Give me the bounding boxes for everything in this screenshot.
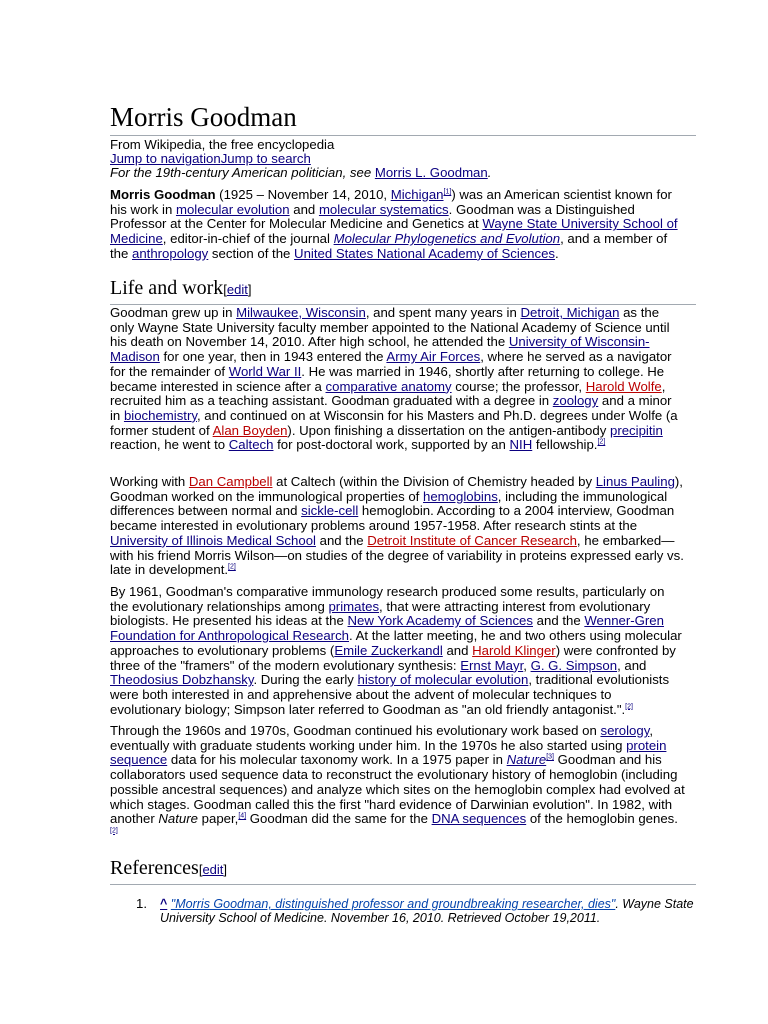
- reference-text: [160, 897, 700, 925]
- citation-link[interactable]: [2]: [597, 438, 606, 446]
- link-alan-boyden[interactable]: Alan Boyden: [212, 422, 288, 438]
- link-ww2[interactable]: World War II: [228, 363, 302, 379]
- paragraph-3: [110, 585, 685, 717]
- text: ) were confronted by three of the "framers" of the modern evolutionary synthesis:: [110, 642, 676, 673]
- link-hemoglobins[interactable]: hemoglobins: [423, 488, 498, 504]
- text: (1925 – November 14, 2010,: [215, 187, 391, 202]
- text: , where he served as a navigator for the remainder of: [110, 349, 672, 379]
- hatnote-end: .: [487, 165, 492, 180]
- link-gg-simpson[interactable]: G. G. Simpson: [530, 657, 618, 673]
- text: , recruited him as a teaching assistant. Goodman graduated with a degree in: [110, 378, 666, 409]
- citation-link[interactable]: [2]: [228, 563, 236, 571]
- backlink-caret[interactable]: ^: [160, 897, 168, 911]
- text: ) was an American scientist known for his work in: [110, 187, 672, 217]
- paragraph-4: [110, 724, 685, 842]
- link-wayne-state[interactable]: Wayne State University School of Medicine: [110, 216, 678, 247]
- text: and: [289, 201, 319, 217]
- link-serology[interactable]: serology: [600, 723, 650, 738]
- text: ,: [523, 657, 531, 673]
- reference-number: 1.: [136, 896, 147, 911]
- link-michigan[interactable]: Michigan: [390, 187, 444, 202]
- text: , and: [617, 657, 647, 673]
- section-title: References: [110, 857, 199, 879]
- link-uw-madison[interactable]: University of Wisconsin-Madison: [110, 334, 650, 365]
- page-title: Morris Goodman: [110, 102, 696, 136]
- text: , and a member of the: [110, 231, 668, 261]
- edit-link[interactable]: edit: [202, 862, 224, 877]
- site-subtitle: From Wikipedia, the free encyclopedia: [110, 137, 335, 152]
- intro-paragraph: [110, 188, 685, 262]
- link-zuckerkandl[interactable]: Emile Zuckerkandl: [334, 642, 443, 658]
- text: for post-doctoral work, supported by an: [273, 437, 510, 453]
- text: reaction, he went to: [110, 437, 229, 453]
- text: Goodman and his collaborators used sequence data to reconstruct the evolutionary history of hemoglobin (including possible ancestral sequences) and analyze which sites on the hemoglobin complex had evolved at which stages. Goodman called this the first "hard evidence of Darwinian evolution". In 1982, with another: [110, 752, 685, 827]
- text: Goodman did the same for the: [246, 811, 432, 827]
- reference-title-link[interactable]: "Morris Goodman, distinguished professor and groundbreaking researcher, dies": [170, 897, 616, 911]
- text: and: [442, 642, 473, 658]
- citation-link[interactable]: [1]: [443, 188, 452, 196]
- text: , eventually with graduate students working under him. In the 1970s he also started using: [110, 723, 654, 753]
- reference-details: . Wayne State University School of Medicine. November 16, 2010. Retrieved October 19,2011.: [160, 897, 694, 925]
- text: data for his molecular taxonomy work. In a 1975 paper in: [167, 752, 507, 768]
- link-caltech[interactable]: Caltech: [228, 437, 274, 453]
- link-detroit-cancer-institute[interactable]: Detroit Institute of Cancer Research: [367, 532, 577, 548]
- text: fellowship.: [532, 437, 598, 453]
- text: Working with: [110, 474, 189, 489]
- text: as the only Wayne State University faculty member appointed to the National Academy of Science until his death on November 14, 2010. After high school, he attended the: [110, 305, 670, 350]
- edit-link[interactable]: edit: [226, 282, 248, 297]
- link-harold-wolfe[interactable]: Harold Wolfe: [585, 378, 662, 394]
- link-protein-sequence[interactable]: protein sequence: [110, 737, 667, 768]
- link-molecular-evolution[interactable]: molecular evolution: [175, 201, 290, 217]
- jump-to-search-link[interactable]: Jump to search: [220, 151, 311, 166]
- citation-link[interactable]: [4]: [238, 812, 247, 820]
- text: , and continued on at Wisconsin for his Masters and Ph.D. degrees under Wolfe (a former student of: [110, 407, 678, 438]
- text: By 1961, Goodman's comparative immunology research produced some results, particularly on the evolutionary relationships among: [110, 584, 665, 614]
- edit-section: [edit]: [223, 282, 252, 297]
- link-nas[interactable]: United States National Academy of Sciences: [294, 245, 556, 261]
- text: . At the latter meeting, he and two others using molecular approaches to evolutionary problems (: [110, 628, 682, 658]
- link-primates[interactable]: primates: [328, 598, 380, 614]
- text: Through the 1960s and 1970s, Goodman continued his evolutionary work based on: [110, 723, 601, 738]
- link-comparative-anatomy[interactable]: comparative anatomy: [325, 378, 452, 394]
- section-heading-references: [110, 856, 696, 885]
- edit-section: [edit]: [198, 862, 228, 877]
- text: . During the early: [253, 672, 358, 688]
- section-heading-life-and-work: [110, 276, 696, 305]
- link-sickle-cell[interactable]: sickle-cell: [301, 503, 359, 519]
- text: section of the: [208, 245, 295, 261]
- link-army-air-forces[interactable]: Army Air Forces: [386, 349, 481, 365]
- link-harold-klinger[interactable]: Harold Klinger: [472, 642, 556, 658]
- text: and the: [315, 532, 368, 548]
- citation-link[interactable]: [2]: [625, 703, 633, 711]
- link-journal[interactable]: Molecular Phylogenetics and Evolution: [333, 231, 561, 247]
- link-ernst-mayr[interactable]: Ernst Mayr: [460, 657, 524, 673]
- link-wenner-gren[interactable]: Wenner-Gren Foundation for Anthropological Research: [110, 613, 664, 644]
- text: and a minor in: [110, 393, 672, 423]
- link-detroit[interactable]: Detroit, Michigan: [520, 305, 620, 320]
- text: hemoglobin. According to a 2004 interview, Goodman became interested in evolutionary problems around 1957-1958. After research stints at the: [110, 503, 675, 534]
- link-illinois-medical[interactable]: University of Illinois Medical School: [110, 532, 316, 548]
- text: Goodman grew up in: [110, 305, 237, 320]
- text: ). Upon finishing a dissertation on the antigen-antibody: [287, 422, 610, 438]
- text: .: [555, 245, 559, 261]
- link-nature[interactable]: Nature: [506, 752, 547, 768]
- link-nyas[interactable]: New York Academy of Sciences: [347, 613, 533, 629]
- text: , traditional evolutionists were both interested in and apprehensive about the advent of molecular techniques to evolutionary biology; Simpson later referred to Goodman as "an old friendly antagonist.".: [110, 672, 670, 717]
- text: , and spent many years in: [365, 305, 521, 320]
- link-precipitin[interactable]: precipitin: [610, 422, 663, 438]
- text: paper,: [198, 811, 239, 827]
- text: ), Goodman worked on the immunological properties of: [110, 474, 683, 504]
- link-history-molecular-evolution[interactable]: history of molecular evolution: [357, 672, 529, 688]
- paragraph-2: [110, 475, 685, 578]
- link-linus-pauling[interactable]: Linus Pauling: [595, 474, 675, 489]
- link-biochemistry[interactable]: biochemistry: [123, 407, 197, 423]
- text: of the hemoglobin genes.: [526, 811, 678, 827]
- text: , he embarked—with his friend Morris Wilson—on studies of the degree of variability in proteins expressed early vs. late in development.: [110, 532, 684, 578]
- subject-name: Morris Goodman: [110, 187, 216, 202]
- link-dobzhansky[interactable]: Theodosius Dobzhansky: [110, 672, 254, 688]
- hatnote-text: For the 19th-century American politician, see: [110, 165, 375, 180]
- paragraph-1: [110, 306, 685, 453]
- link-dan-campbell[interactable]: Dan Campbell: [188, 474, 273, 489]
- link-nih[interactable]: NIH: [509, 437, 533, 453]
- jump-to-navigation-link[interactable]: Jump to navigation: [110, 151, 221, 166]
- link-anthropology[interactable]: anthropology: [132, 245, 209, 261]
- text: at Caltech (within the Division of Chemistry headed by: [272, 474, 596, 489]
- link-molecular-systematics[interactable]: molecular systematics: [318, 201, 449, 217]
- text: . Goodman was a Distinguished Professor at the Center for Molecular Medicine and Genetics at: [110, 201, 635, 232]
- text: , that were attracting interest from evolutionary biologists. He presented his ideas at the: [110, 598, 651, 629]
- text: . He was married in 1946, shortly after returning to college. He became interested in science after a: [110, 363, 665, 394]
- citation-link[interactable]: [2]: [110, 827, 118, 835]
- text: and the: [533, 613, 585, 629]
- link-dna-sequences[interactable]: DNA sequences: [431, 811, 527, 827]
- text: , including the immunological differences between normal and: [110, 488, 668, 519]
- hatnote: [110, 166, 685, 181]
- text: for one year, then in 1943 entered the: [159, 349, 387, 365]
- citation-link[interactable]: [3]: [546, 754, 554, 762]
- nature-italic: Nature: [158, 811, 198, 827]
- link-milwaukee[interactable]: Milwaukee, Wisconsin: [236, 305, 366, 320]
- section-title: Life and work: [110, 277, 224, 299]
- text: , editor-in-chief of the journal: [162, 231, 334, 247]
- link-zoology[interactable]: zoology: [552, 393, 599, 409]
- text: course; the professor,: [451, 378, 586, 394]
- hatnote-link[interactable]: Morris L. Goodman: [374, 165, 488, 180]
